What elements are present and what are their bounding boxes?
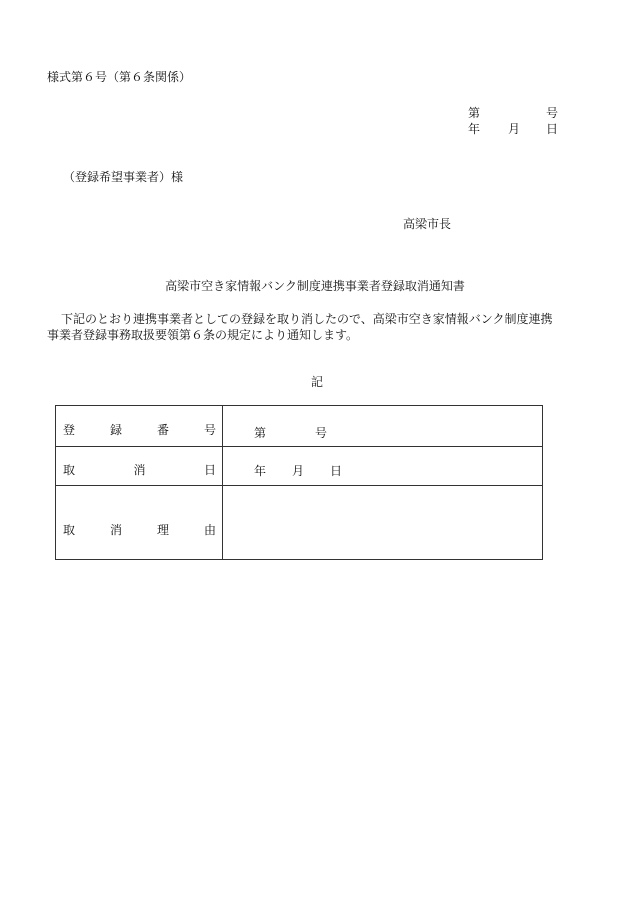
date-year: 年 [468,122,481,136]
value-day: 日 [330,464,343,478]
table-row-registration-number [56,406,542,447]
date-day: 日 [546,122,559,136]
doc-number-prefix: 第 [468,106,481,120]
value-year: 年 [254,464,267,478]
table-row-cancel-reason [56,486,542,560]
form-number: 様式第６号（第６条関係） [47,70,192,84]
row-label: 登録番号 [63,423,216,437]
body-line-2: 事業者登録事務取扱要領第６条の規定により通知します。 [47,328,359,342]
value-suffix: 号 [315,426,328,440]
row-label: 取消理由 [63,523,216,537]
value-prefix: 第 [254,426,267,440]
row-label: 取消日 [63,463,216,477]
details-table [55,405,543,560]
sender: 高梁市長 [403,217,452,231]
ki-heading: 記 [311,375,324,389]
body-line-1: 下記のとおり連携事業者としての登録を取り消したので、高梁市空き家情報バンク制度連携 [61,312,553,326]
value-month: 月 [292,464,305,478]
addressee: （登録希望事業者）様 [63,170,184,184]
doc-number-suffix: 号 [546,106,559,120]
table-row-cancel-date [56,446,542,486]
document-title: 高梁市空き家情報バンク制度連携事業者登録取消通知書 [165,279,465,293]
date-month: 月 [508,122,521,136]
